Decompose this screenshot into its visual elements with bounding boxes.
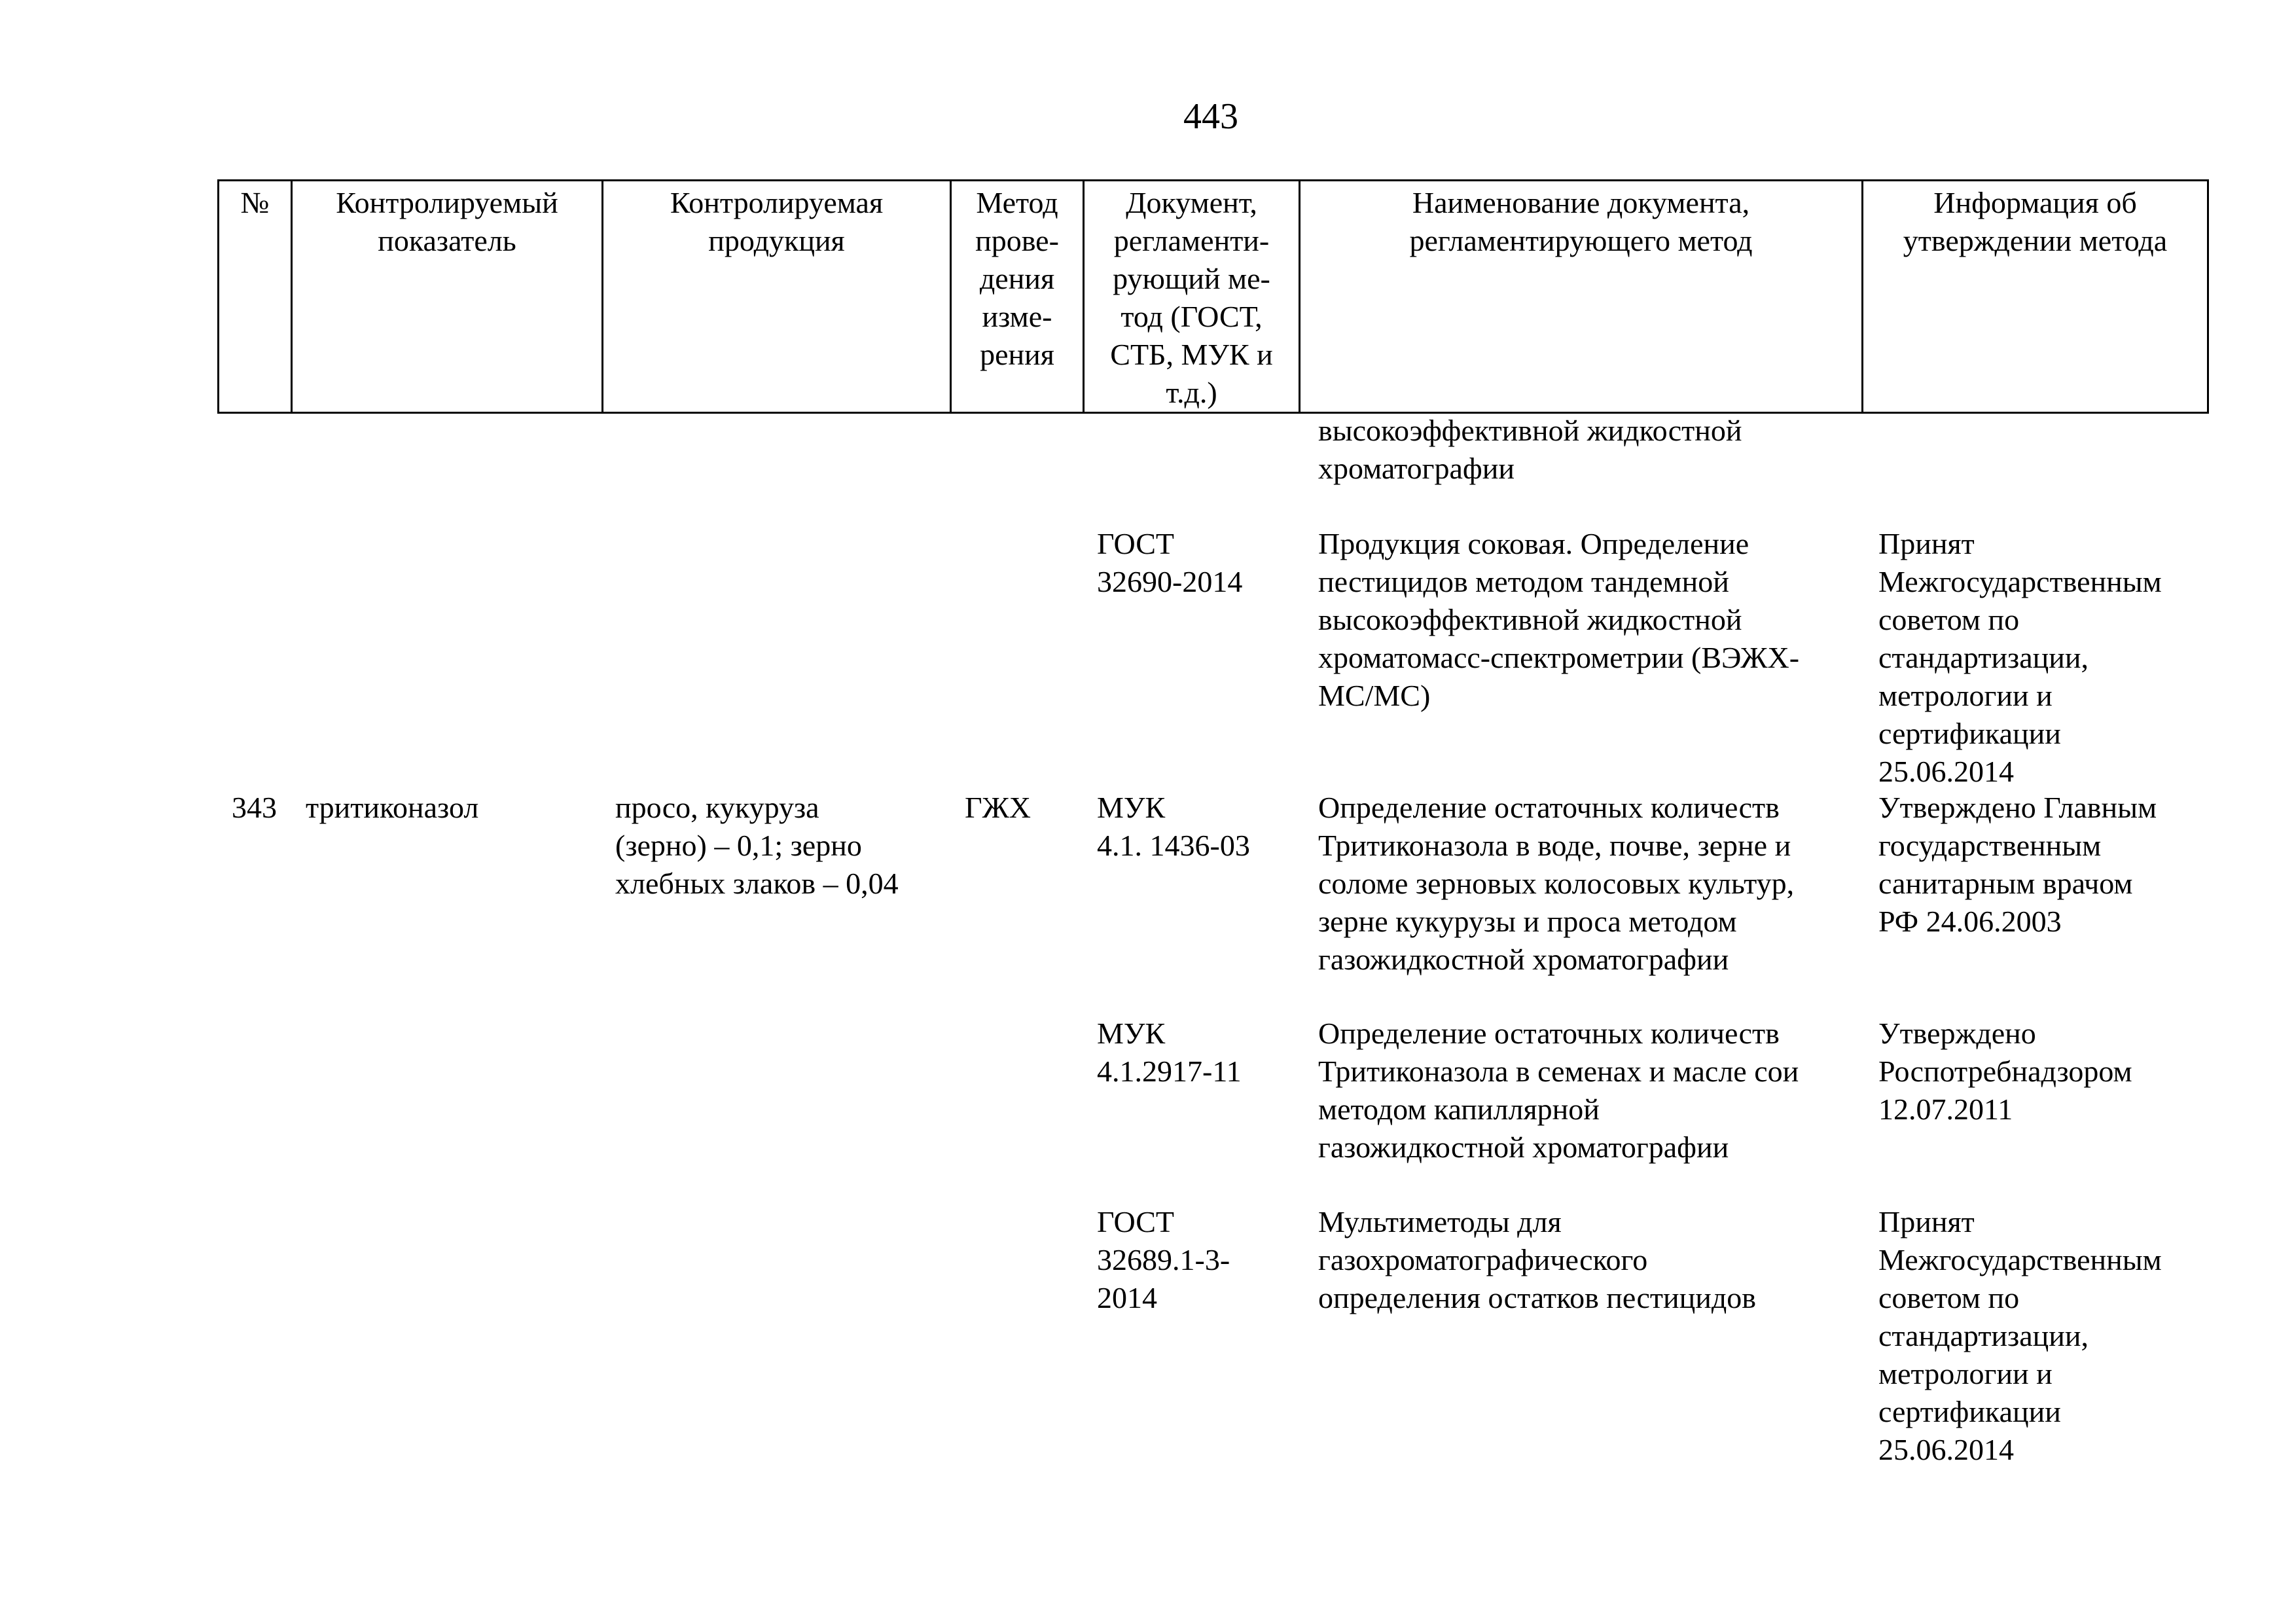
row-1-doc-name: Определение остаточных количеств Тритиконазола в воде, почве, зерне и соломе зерновых колосовых культур, зерне кукурузы и проса методом газожидкостной хроматографии [1318, 791, 1795, 976]
row-0-doc: ГОСТ 32690-2014 [1097, 527, 1243, 598]
row-1-no: 343 [232, 791, 277, 824]
header-product: Контролируемая продукция [603, 181, 951, 413]
row-2-doc: МУК 4.1.2917-11 [1097, 1017, 1242, 1088]
header-doc: Документ, регламенти- рующий ме- тод (ГОСТ, СТБ, МУК и т.д.) [1084, 181, 1300, 413]
header-indicator: Контролируемый показатель [292, 181, 603, 413]
row-3-doc-name: Мультиметоды для газохроматографического определения остатков пестицидов [1318, 1205, 1756, 1314]
row-0-doc-name: Продукция соковая. Определение пестицидов методом тандемной высокоэффективной жидкостной хроматомасс-спектрометрии (ВЭЖХ- МС/МС) [1318, 527, 1800, 712]
row-1-method: ГЖХ [965, 791, 1031, 824]
header-doc-name: Наименование документа, регламентирующего метод [1300, 181, 1863, 413]
header-no: № [219, 181, 292, 413]
row-1-product: просо, кукуруза (зерно) – 0,1; зерно хлебных злаков – 0,04 [615, 791, 899, 900]
row-1-doc: МУК 4.1. 1436-03 [1097, 791, 1250, 862]
row-0-approval: Принят Межгосударственным советом по стандартизации, метрологии и сертификации 25.06.2014 [1878, 527, 2162, 788]
continuation-doc-name: высокоэффективной жидкостной хроматографии [1318, 414, 1742, 485]
header-approval: Информация об утверждении метода [1863, 181, 2208, 413]
row-3-approval: Принят Межгосударственным советом по стандартизации, метрологии и сертификации 25.06.2014 [1878, 1205, 2162, 1466]
table-header [217, 179, 2209, 414]
header-method: Метод прове- дения изме- рения [951, 181, 1084, 413]
row-2-doc-name: Определение остаточных количеств Тритиконазола в семенах и масле сои методом капиллярной газожидкостной хроматографии [1318, 1017, 1799, 1164]
row-1-approval: Утверждено Главным государственным санитарным врачом РФ 24.06.2003 [1878, 791, 2157, 938]
row-3-doc: ГОСТ 32689.1-3- 2014 [1097, 1205, 1230, 1314]
page-number: 443 [1183, 96, 1238, 137]
row-2-approval: Утверждено Роспотребнадзором 12.07.2011 [1878, 1017, 2132, 1126]
row-1-indicator: тритиконазол [306, 791, 479, 824]
